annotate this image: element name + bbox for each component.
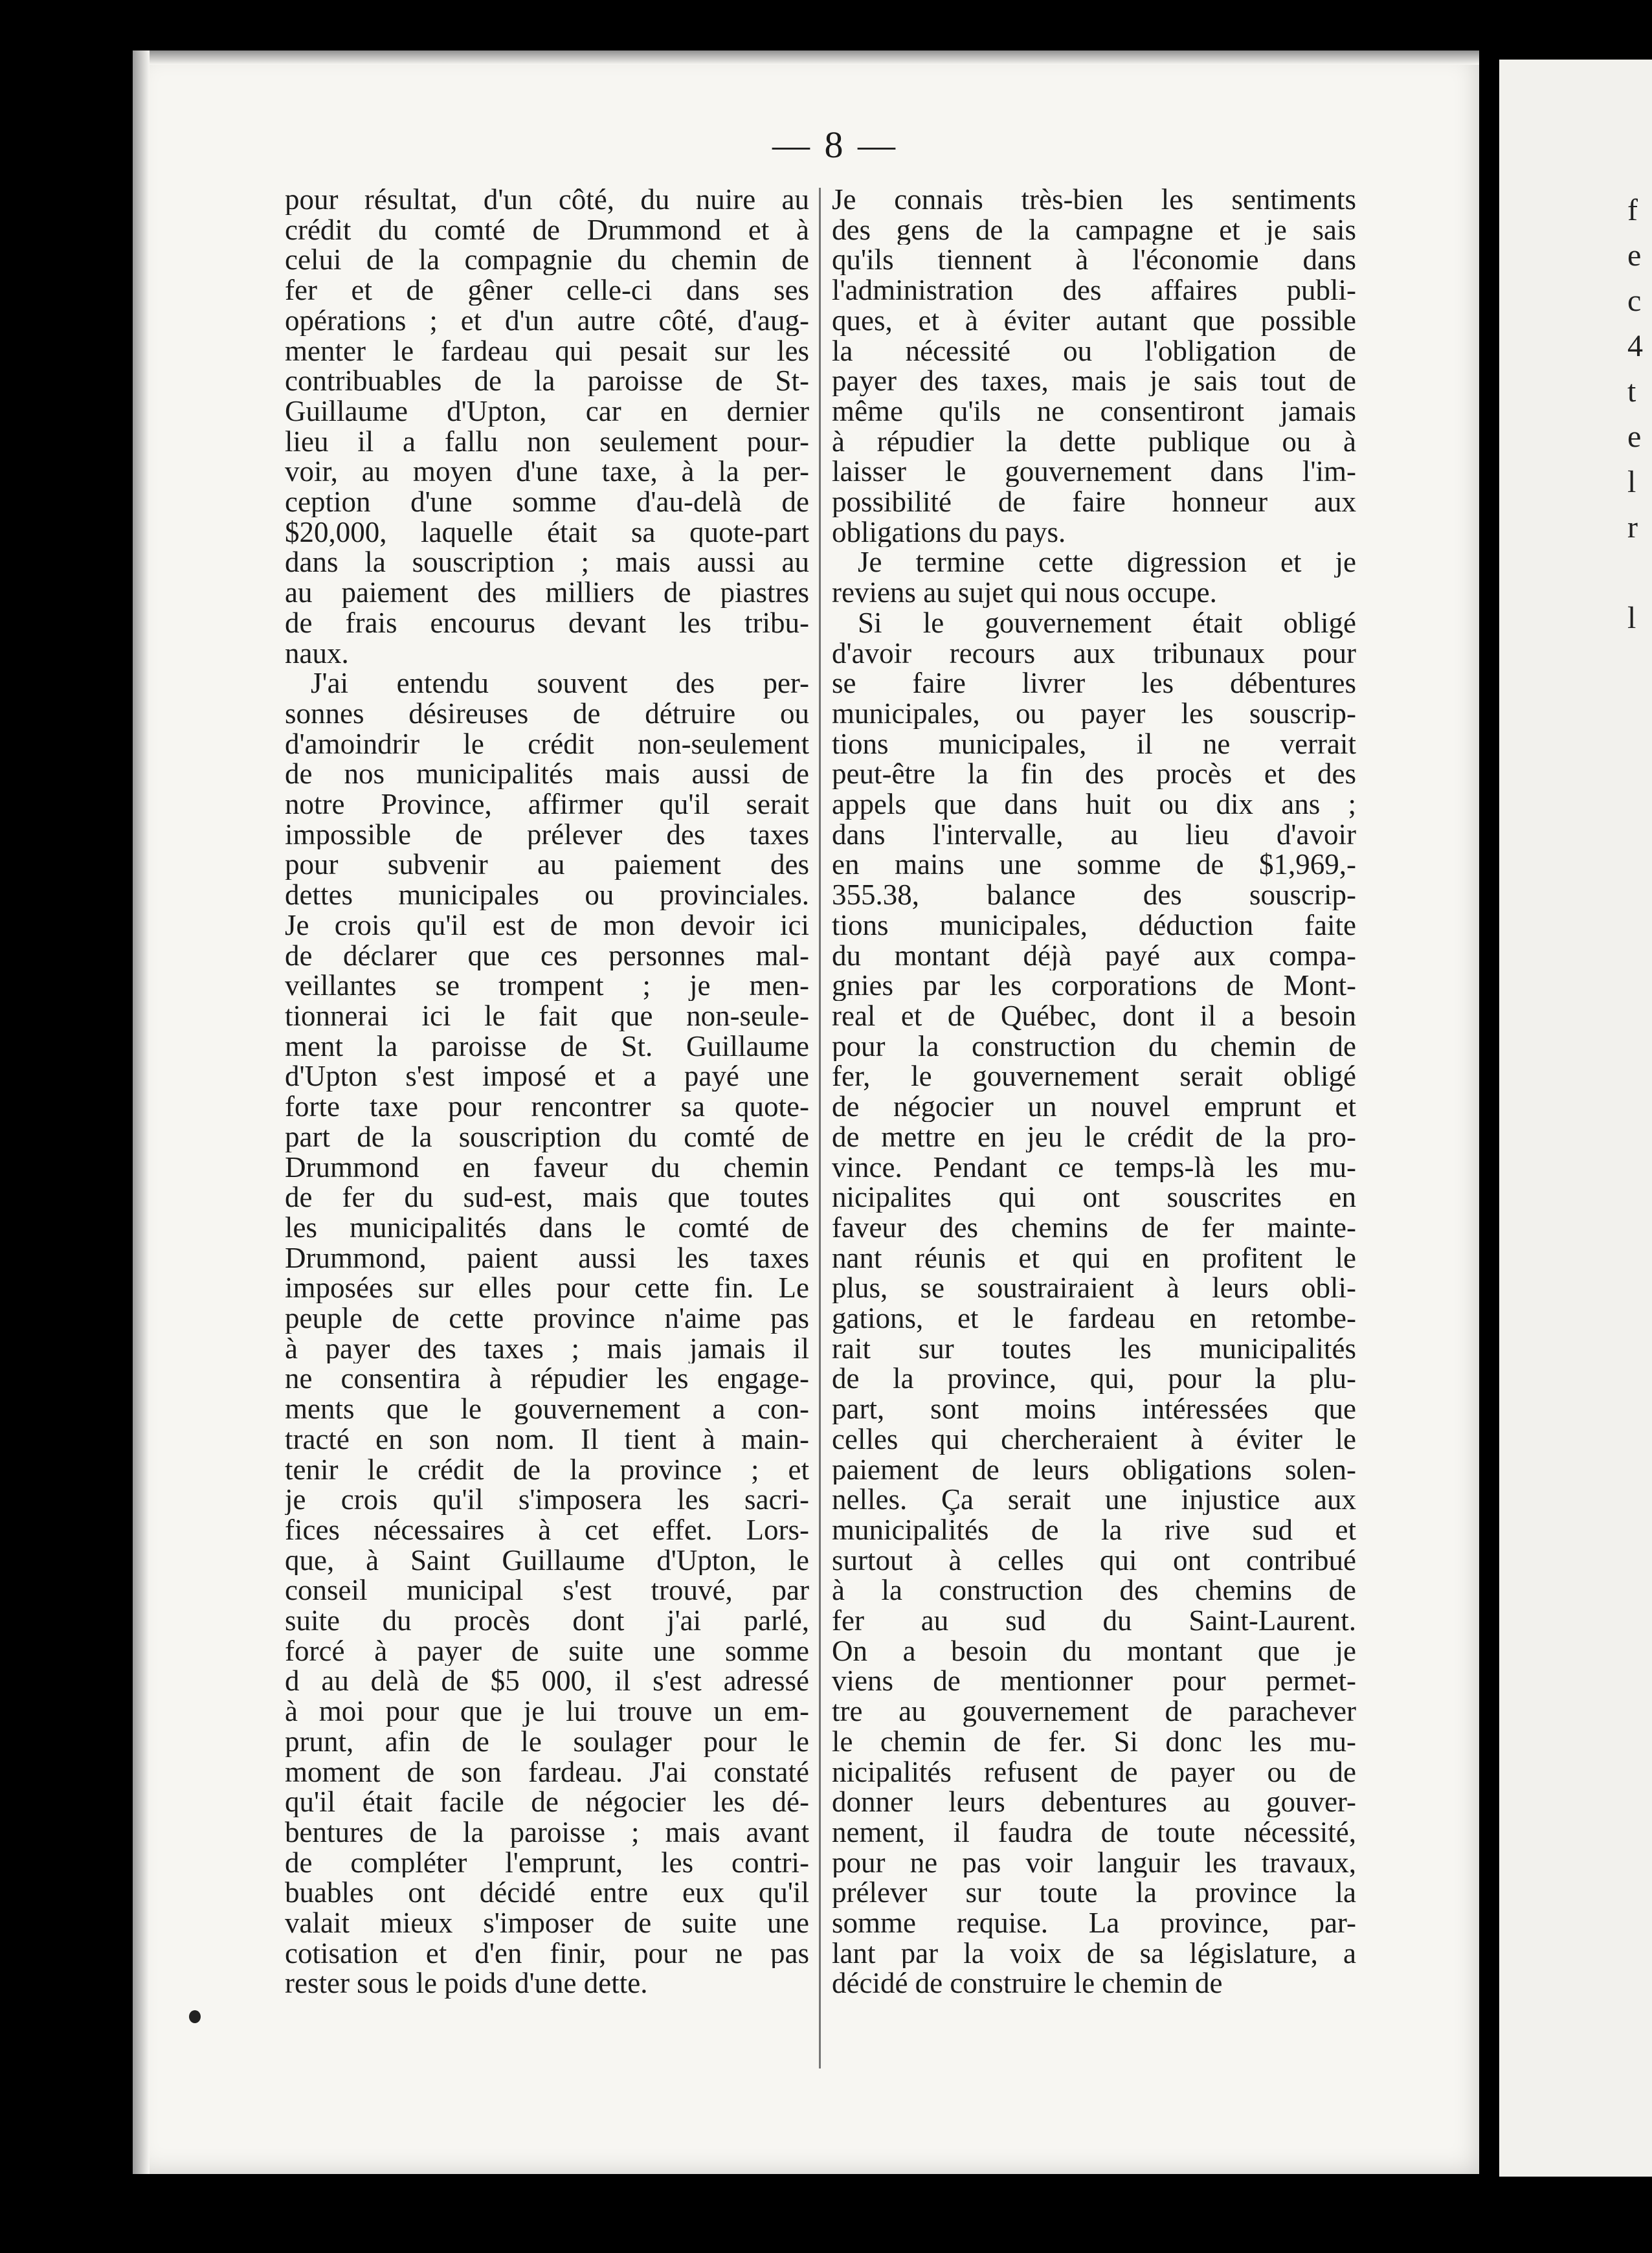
text-line: donner leurs debentures au gouver- [832,1787,1356,1817]
text-line: vince. Pendant ce temps-là les mu- [832,1152,1356,1183]
text-line: nant réunis et qui en profitent le [832,1242,1356,1273]
text-line: municipales, ou payer les souscrip- [832,698,1356,729]
text-line: Guillaume d'Upton, car en dernier [285,396,809,427]
text-line: tracté en son nom. Il tient à main- [285,1424,809,1455]
text-line: celles qui chercheraient à éviter le [832,1424,1356,1455]
text-line: dans la souscription ; mais aussi au [285,547,809,578]
text-line: des gens de la campagne et je sais [832,214,1356,245]
text-line: appels que dans huit ou dix ans ; [832,789,1356,820]
text-line: tenir le crédit de la province ; et [285,1454,809,1485]
adjacent-page-letter: 4 [1627,329,1643,363]
text-line: peut-être la fin des procès et des [832,759,1356,790]
text-line: viens de mentionner pour permet- [832,1666,1356,1697]
text-line: ne consentira à répudier les engage- [285,1363,809,1395]
text-line: contribuables de la paroisse de St- [285,366,809,396]
text-line: municipalités de la rive sud et [832,1514,1356,1545]
text-line: opérations ; et d'un autre côté, d'aug- [285,305,809,336]
text-line: laisser le gouvernement dans l'im- [832,456,1356,488]
text-line: reviens au sujet qui nous occupe. [832,577,1217,608]
paragraph [832,185,1356,547]
text-line: fer au sud du Saint-Laurent. [832,1606,1356,1636]
text-line: tions municipales, il ne verrait [832,728,1356,759]
text-line: dettes municipales ou provinciales. [285,880,809,910]
text-line: le chemin de fer. Si donc les mu- [832,1726,1356,1757]
text-line: menter le fardeau qui pesait sur les [285,335,809,366]
text-line: à payer des taxes ; mais jamais il [285,1333,809,1364]
text-line: se faire livrer les débentures [832,668,1356,699]
text-line: tre au gouvernement de parachever [832,1696,1356,1727]
text-line: tionnerai ici le fait que non-seule- [285,1000,809,1031]
text-line: décidé de construire le chemin de [832,1968,1223,1999]
text-line: sonnes désireuses de détruire ou [285,698,809,729]
text-line: naux. [285,638,349,669]
paragraph [832,608,1356,1999]
text-line: à la construction des chemins de [832,1575,1356,1606]
text-line: du montant déjà payé aux compa- [832,940,1356,971]
text-line: dans l'intervalle, au lieu d'avoir [832,819,1356,850]
text-line: tions municipales, déduction faite [832,910,1356,941]
adjacent-page-letter: t [1627,374,1636,409]
text-line: de compléter l'emprunt, les contri- [285,1847,809,1878]
text-line: de déclarer que ces personnes mal- [285,940,809,971]
text-line: ments que le gouvernement a con- [285,1394,809,1424]
text-line: cotisation et d'en finir, pour ne pas [285,1938,809,1969]
text-line: forcé à payer de suite une somme [285,1635,809,1666]
text-line: part de la souscription du comté de [285,1121,809,1152]
text-line: surtout à celles qui ont contribué [832,1545,1356,1576]
text-line: Je connais très-bien les sentiments [832,185,1356,215]
text-line: bentures de la paroisse ; mais avant [285,1817,809,1848]
text-line: ment la paroisse de St. Guillaume [285,1031,809,1062]
text-line: de nos municipalités mais aussi de [285,759,809,790]
adjacent-page-letter: c [1627,284,1642,318]
right-column [832,185,1356,1999]
adjacent-page-letter: e [1627,238,1642,273]
text-line: plus, se soustrairaient à leurs obli- [832,1273,1356,1304]
text-line: d au delà de $5 000, il s'est adressé [285,1666,809,1697]
text-line: gnies par les corporations de Mont- [832,970,1356,1001]
paragraph [832,547,1356,607]
text-line: $20,000, laquelle était sa quote-part [285,517,809,548]
adjacent-page-letter: l [1627,465,1636,499]
text-line: possibilité de faire honneur aux [832,487,1356,517]
paragraph [285,185,809,668]
text-line: notre Province, affirmer qu'il serait [285,789,809,820]
text-line: voir, au moyen d'une taxe, à la per- [285,456,809,488]
text-line: Je crois qu'il est de mon devoir ici [285,910,809,941]
adjacent-page-text [1627,188,1652,641]
text-line: peuple de cette province n'aime pas [285,1303,809,1334]
text-line: crédit du comté de Drummond et à [285,214,809,245]
text-line: pour résultat, d'un côté, du nuire au [285,185,809,215]
text-line: nicipalités refusent de payer ou de [832,1756,1356,1788]
text-line: qu'ils tiennent à l'économie dans [832,245,1356,276]
text-line: de frais encourus devant les tribu- [285,607,809,638]
adjacent-page-letter [1627,550,1652,596]
text-line: les municipalités dans le comté de [285,1212,809,1243]
text-line: pour ne pas voir languir les travaux, [832,1847,1356,1878]
text-line: On a besoin du montant que je [832,1635,1356,1666]
text-line: J'ai entendu souvent des per- [311,668,809,699]
text-line: prélever sur toute la province la [832,1878,1356,1909]
text-line: nicipalites qui ont souscrites en [832,1182,1356,1213]
text-line: payer des taxes, mais je sais tout de [832,366,1356,396]
adjacent-page-letter: e [1627,420,1642,454]
text-line: 355.38, balance des souscrip- [832,880,1356,910]
text-line: paiement de leurs obligations solen- [832,1454,1356,1485]
text-line: d'avoir recours aux tribunaux pour [832,638,1356,669]
text-line: part, sont moins intéressées que [832,1394,1356,1424]
text-line: de mettre en jeu le crédit de la pro- [832,1121,1356,1152]
text-line: suite du procès dont j'ai parlé, [285,1606,809,1636]
text-line: de fer du sud-est, mais que toutes [285,1182,809,1213]
text-line: je crois qu'il s'imposera les sacri- [285,1485,809,1515]
text-line: obligations du pays. [832,517,1066,548]
text-line: au paiement des milliers de piastres [285,577,809,608]
text-line: que, à Saint Guillaume d'Upton, le [285,1545,809,1576]
text-line: pour la construction du chemin de [832,1031,1356,1062]
adjacent-page-letter: f [1627,193,1638,227]
text-line: Si le gouvernement était obligé [858,607,1356,638]
text-line: l'administration des affaires publi- [832,275,1356,306]
text-line: Je termine cette digression et je [858,547,1356,578]
text-line: impossible de prélever des taxes [285,819,809,850]
text-line: qu'il était facile de négocier les dé- [285,1787,809,1817]
text-line: la nécessité ou l'obligation de [832,335,1356,366]
text-line: somme requise. La province, par- [832,1908,1356,1938]
text-line: nement, il faudra de toute nécessité, [832,1817,1356,1848]
text-line: fices nécessaires à cet effet. Lors- [285,1514,809,1545]
text-line: d'Upton s'est imposé et a payé une [285,1061,809,1092]
text-line: valait mieux s'imposer de suite une [285,1908,809,1938]
text-line: Drummond, paient aussi les taxes [285,1242,809,1273]
ink-spot [189,2010,201,2023]
left-column [285,185,809,1999]
text-line: en mains une somme de $1,969,- [832,849,1356,880]
text-line: nelles. Ça serait une injustice aux [832,1485,1356,1515]
paragraph [285,668,809,1999]
text-line: ception d'une somme d'au-delà de [285,487,809,517]
text-line: celui de la compagnie du chemin de [285,245,809,276]
text-line: lant par la voix de sa législature, a [832,1938,1356,1969]
text-line: veillantes se trompent ; je men- [285,970,809,1001]
text-line: à répudier la dette publique ou à [832,426,1356,457]
column-divider [819,188,821,2068]
text-line: même qu'ils ne consentiront jamais [832,396,1356,427]
text-line: ques, et à éviter autant que possible [832,305,1356,336]
adjacent-page-letter: r [1627,510,1638,544]
text-line: rester sous le poids d'une dette. [285,1968,648,1999]
text-line: prunt, afin de le soulager pour le [285,1726,809,1757]
text-line: buables ont décidé entre eux qu'il [285,1878,809,1909]
text-line: Drummond en faveur du chemin [285,1152,809,1183]
adjacent-page-letter: l [1627,601,1636,635]
text-line: fer, le gouvernement serait obligé [832,1061,1356,1092]
text-line: gations, et le fardeau en retombe- [832,1303,1356,1334]
text-line: fer et de gêner celle-ci dans ses [285,275,809,306]
text-line: faveur des chemins de fer mainte- [832,1212,1356,1243]
text-line: lieu il a fallu non seulement pour- [285,426,809,457]
text-line: à moi pour que je lui trouve un em- [285,1696,809,1727]
text-line: pour subvenir au paiement des [285,849,809,880]
text-line: de la province, qui, pour la plu- [832,1363,1356,1395]
text-line: de négocier un nouvel emprunt et [832,1092,1356,1122]
text-line: moment de son fardeau. J'ai constaté [285,1756,809,1788]
text-line: real et de Québec, dont il a besoin [832,1000,1356,1031]
text-line: rait sur toutes les municipalités [832,1333,1356,1364]
text-line: d'amoindrir le crédit non-seulement [285,728,809,759]
text-line: forte taxe pour rencontrer sa quote- [285,1092,809,1122]
page-number: — 8 — [772,124,898,166]
text-line: imposées sur elles pour cette fin. Le [285,1273,809,1304]
text-line: conseil municipal s'est trouvé, par [285,1575,809,1606]
